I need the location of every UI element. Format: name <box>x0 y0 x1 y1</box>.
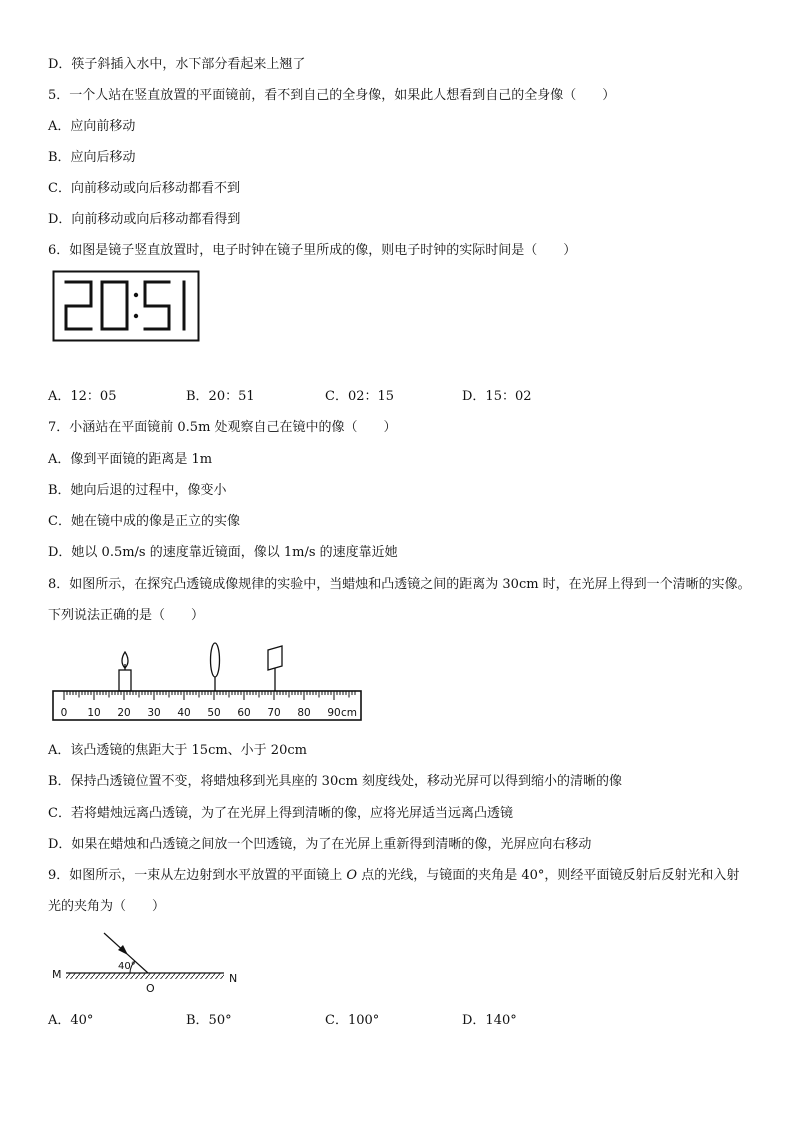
q9-stem-part2: 点的光线，与镜面的夹角是 40°，则经平面镜反射后反射光和入射光的夹角为（ ） <box>48 868 740 914</box>
ruler-tick-label: 20 <box>117 707 131 719</box>
q5-option-b: B．应向后移动 <box>48 150 136 165</box>
q9-option-a: A．40° <box>48 1013 94 1028</box>
q6-option-a: A．12：05 <box>48 389 117 404</box>
q6-option-c: C．02：15 <box>325 389 395 404</box>
q8-option-a: A．该凸透镜的焦距大于 15cm、小于 20cm <box>48 743 307 758</box>
q9-option-b: B．50° <box>186 1013 232 1028</box>
ruler-tick-label: 60 <box>237 707 251 719</box>
label-o: O <box>146 982 155 995</box>
clock-digits <box>66 282 184 329</box>
q8-option-c: C．若将蜡烛远离凸透镜，为了在光屏上得到清晰的像，应将光屏适当远离凸透镜 <box>48 806 513 821</box>
mirror-hatching <box>66 973 224 979</box>
q7-stem: 7．小涵站在平面镜前 0.5m 处观察自己在镜中的像（ ） <box>48 420 397 435</box>
angle-label: 40° <box>118 961 136 972</box>
convex-lens <box>211 643 220 691</box>
q5-stem: 5．一个人站在竖直放置的平面镜前，看不到自己的全身像，如果此人想看到自己的全身像（ ） <box>48 88 616 103</box>
q5-option-c: C．向前移动或向后移动都看不到 <box>48 181 240 196</box>
clock-digit-5 <box>145 282 169 329</box>
clock-digit-0 <box>102 282 127 329</box>
q7-option-b: B．她向后退的过程中，像变小 <box>48 483 227 498</box>
q6-option-d: D．15：02 <box>462 389 532 404</box>
q9-stem-part1: 9．如图所示，一束从左边射到水平放置的平面镜上 <box>48 868 347 883</box>
q7-option-d: D．她以 0.5m/s 的速度靠近镜面，像以 1m/s 的速度靠近她 <box>48 545 398 560</box>
q5-option-a: A．应向前移动 <box>48 119 136 134</box>
q7-option-a: A．像到平面镜的距离是 1m <box>48 452 213 467</box>
label-m: M <box>52 968 62 981</box>
clock-colon-bottom <box>134 314 138 318</box>
candle <box>119 652 131 691</box>
q9-mirror-figure <box>48 928 248 998</box>
q7-option-c: C．她在镜中成的像是正立的实像 <box>48 514 240 529</box>
q4-option-d: D．筷子斜插入水中，水下部分看起来上翘了 <box>48 57 306 72</box>
q9-option-c: C．100° <box>325 1013 380 1028</box>
ruler-tick-label: 70 <box>267 707 281 719</box>
ruler-tick-label: 10 <box>87 707 101 719</box>
ruler-tick-label: 30 <box>147 707 161 719</box>
ruler-tick-label: 90 <box>327 707 341 719</box>
q8-optical-bench-figure <box>52 640 372 725</box>
q6-option-b: B．20：51 <box>186 389 255 404</box>
candle-body <box>119 670 131 691</box>
clock-digit-2 <box>66 282 91 329</box>
label-n: N <box>229 972 238 985</box>
q6-stem: 6．如图是镜子竖直放置时，电子时钟在镜子里所成的像，则电子时钟的实际时间是（ ） <box>48 243 577 258</box>
ruler-unit: cm <box>340 707 358 719</box>
q8-option-b: B．保持凸透镜位置不变，将蜡烛移到光具座的 30cm 刻度线处，移动光屏可以得到缩小的清晰的像 <box>48 774 622 789</box>
clock-colon-top <box>134 293 138 297</box>
ruler-tick-label: 40 <box>177 707 191 719</box>
q9-option-d: D．140° <box>462 1013 517 1028</box>
ruler-tick-label: 80 <box>297 707 311 719</box>
q6-clock-figure <box>52 270 200 342</box>
ruler-tick-label: 0 <box>60 707 68 719</box>
q5-option-d: D．向前移动或向后移动都看得到 <box>48 212 241 227</box>
q9-stem <box>48 860 752 922</box>
q8-option-d: D．如果在蜡烛和凸透镜之间放一个凹透镜，为了在光屏上重新得到清晰的像，光屏应向右移动 <box>48 837 592 852</box>
ruler-tick-label: 50 <box>207 707 221 719</box>
q8-stem: 8．如图所示，在探究凸透镜成像规律的实验中，当蜡烛和凸透镜之间的距离为 30cm 时，在光屏上得到一个清晰的实像。下列说法正确的是（ ） <box>48 577 751 623</box>
q9-stem-point: O <box>346 868 358 883</box>
light-screen <box>268 646 282 691</box>
